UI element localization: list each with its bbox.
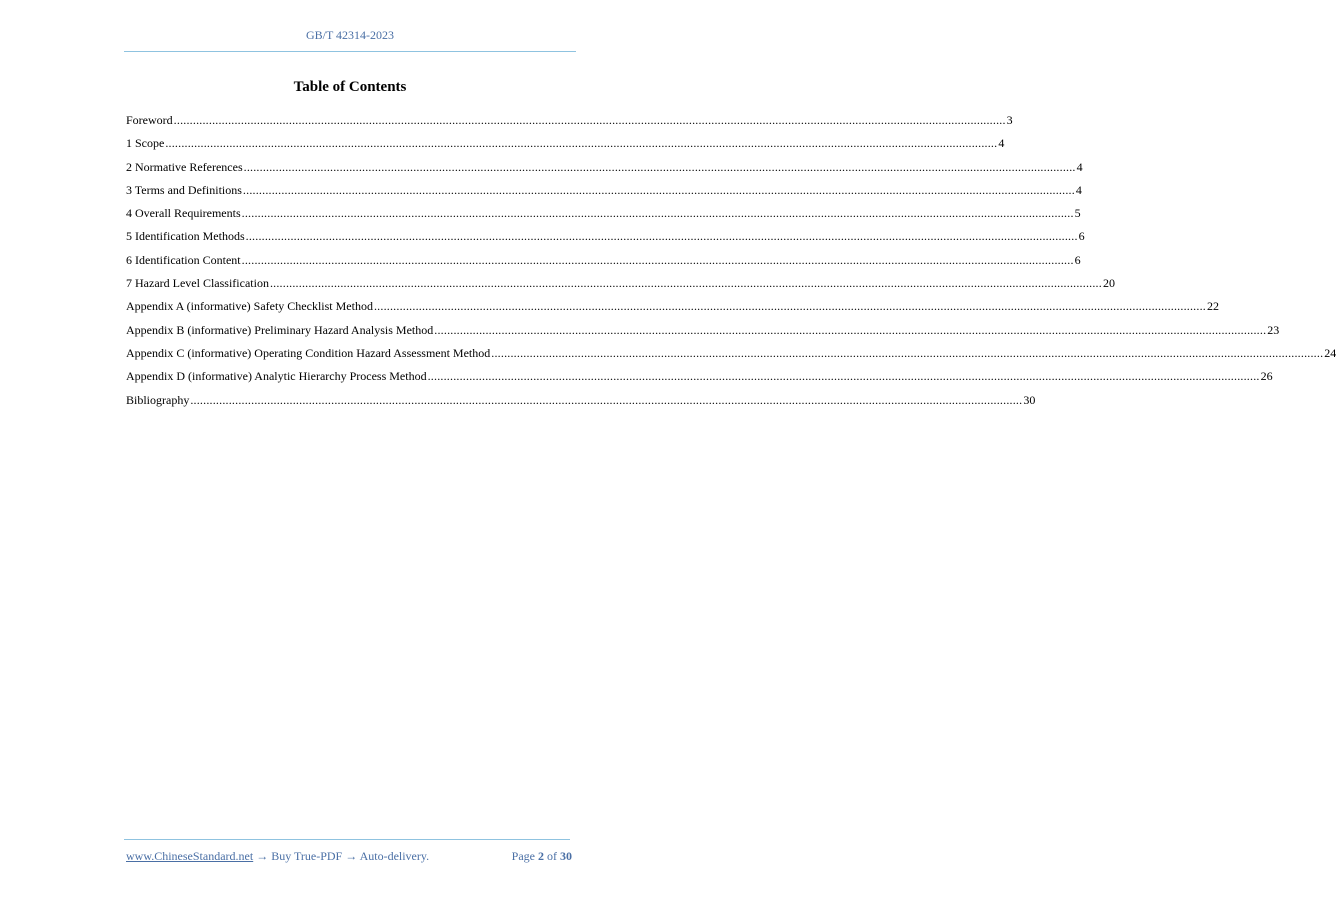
toc-entry-label: 6 Identification Content <box>126 252 241 267</box>
page-prefix: Page <box>511 849 538 863</box>
toc-entry[interactable] <box>126 135 1005 158</box>
toc-entry[interactable] <box>126 112 1013 135</box>
toc-dot-leader: .................................................................................................................................................................................................................................................................... <box>243 159 1076 174</box>
toc-dot-leader: .................................................................................................................................................................................................................................................................... <box>434 322 1267 337</box>
toc-entry[interactable] <box>126 368 1273 391</box>
toc-entry-label: 3 Terms and Definitions <box>126 182 242 197</box>
toc-entry[interactable] <box>126 298 1219 321</box>
toc-entry[interactable] <box>126 182 1082 205</box>
toc-entry[interactable] <box>126 252 1081 275</box>
toc-entry[interactable] <box>126 275 1115 298</box>
toc-entry[interactable] <box>126 159 1083 182</box>
toc-entry-page: 26 <box>1260 369 1273 384</box>
toc-entry-page: 6 <box>1078 229 1085 244</box>
toc-entry-page: 23 <box>1267 322 1280 337</box>
toc-entry-label: Bibliography <box>126 392 190 407</box>
toc-dot-leader: .................................................................................................................................................................................................................................................................... <box>491 345 1324 360</box>
toc-entry-page: 6 <box>1074 252 1081 267</box>
toc-entry-page: 4 <box>1076 159 1083 174</box>
toc-dot-leader: .................................................................................................................................................................................................................................................................... <box>269 276 1102 291</box>
document-id: GB/T 42314-2023 <box>305 28 395 42</box>
toc-entry-page: 4 <box>998 136 1005 151</box>
toc-dot-leader: .................................................................................................................................................................................................................................................................... <box>165 136 998 151</box>
toc-entry-label: 5 Identification Methods <box>126 229 245 244</box>
footer-promo-text: → Buy True-PDF → Auto-delivery. <box>253 849 430 863</box>
toc-entry-page: 3 <box>1006 113 1013 127</box>
toc-entry-page: 4 <box>1075 182 1082 197</box>
website-link[interactable]: www.ChineseStandard.net <box>126 849 254 863</box>
toc-entry-label: Appendix B (informative) Preliminary Hazard Analysis Method <box>126 322 434 337</box>
toc-entry-label: 2 Normative References <box>126 159 243 174</box>
toc-entry-label: 4 Overall Requirements <box>126 206 241 221</box>
toc-entry-label: 1 Scope <box>126 136 165 151</box>
toc-dot-leader: .................................................................................................................................................................................................................................................................... <box>241 252 1074 267</box>
toc-dot-leader: .................................................................................................................................................................................................................................................................... <box>190 392 1023 407</box>
toc-entry-label: 7 Hazard Level Classification <box>126 276 269 291</box>
toc-entry-label: Appendix A (informative) Safety Checklist Method <box>126 299 373 314</box>
page-title: Table of Contents <box>293 79 407 95</box>
toc-entry[interactable] <box>126 322 1280 345</box>
toc-dot-leader: .................................................................................................................................................................................................................................................................... <box>427 369 1260 384</box>
header-divider <box>124 51 576 52</box>
page-indicator <box>512 849 572 864</box>
toc-entry-label: Appendix C (informative) Operating Condition Hazard Assessment Method <box>126 345 491 360</box>
toc-entry[interactable] <box>126 392 1036 415</box>
page-of-label: of <box>544 849 560 863</box>
toc-entry-label: Appendix D (informative) Analytic Hierarchy Process Method <box>126 369 427 384</box>
toc-dot-leader: .................................................................................................................................................................................................................................................................... <box>373 299 1206 314</box>
toc-entry-page: 22 <box>1206 299 1219 314</box>
footer-promo <box>126 849 429 864</box>
toc-entry-label: Foreword <box>126 113 173 127</box>
toc-dot-leader: .................................................................................................................................................................................................................................................................... <box>245 229 1078 244</box>
toc-list <box>126 112 1336 415</box>
running-header <box>124 28 576 43</box>
toc-dot-leader: .................................................................................................................................................................................................................................................................... <box>242 182 1075 197</box>
toc-entry[interactable] <box>126 228 1085 251</box>
total-pages-number: 30 <box>560 849 572 863</box>
toc-entry[interactable] <box>126 205 1081 228</box>
toc-entry-page: 30 <box>1023 392 1036 407</box>
toc-entry[interactable] <box>126 345 1336 368</box>
current-page-number: 2 <box>538 849 544 863</box>
toc-dot-leader: .................................................................................................................................................................................................................................................................... <box>173 113 1006 127</box>
toc-entry-page: 5 <box>1074 206 1081 221</box>
toc-dot-leader: .................................................................................................................................................................................................................................................................... <box>241 206 1074 221</box>
toc-entry-page: 20 <box>1102 276 1115 291</box>
toc-entry-page: 24 <box>1324 345 1336 360</box>
footer-divider <box>124 839 570 840</box>
